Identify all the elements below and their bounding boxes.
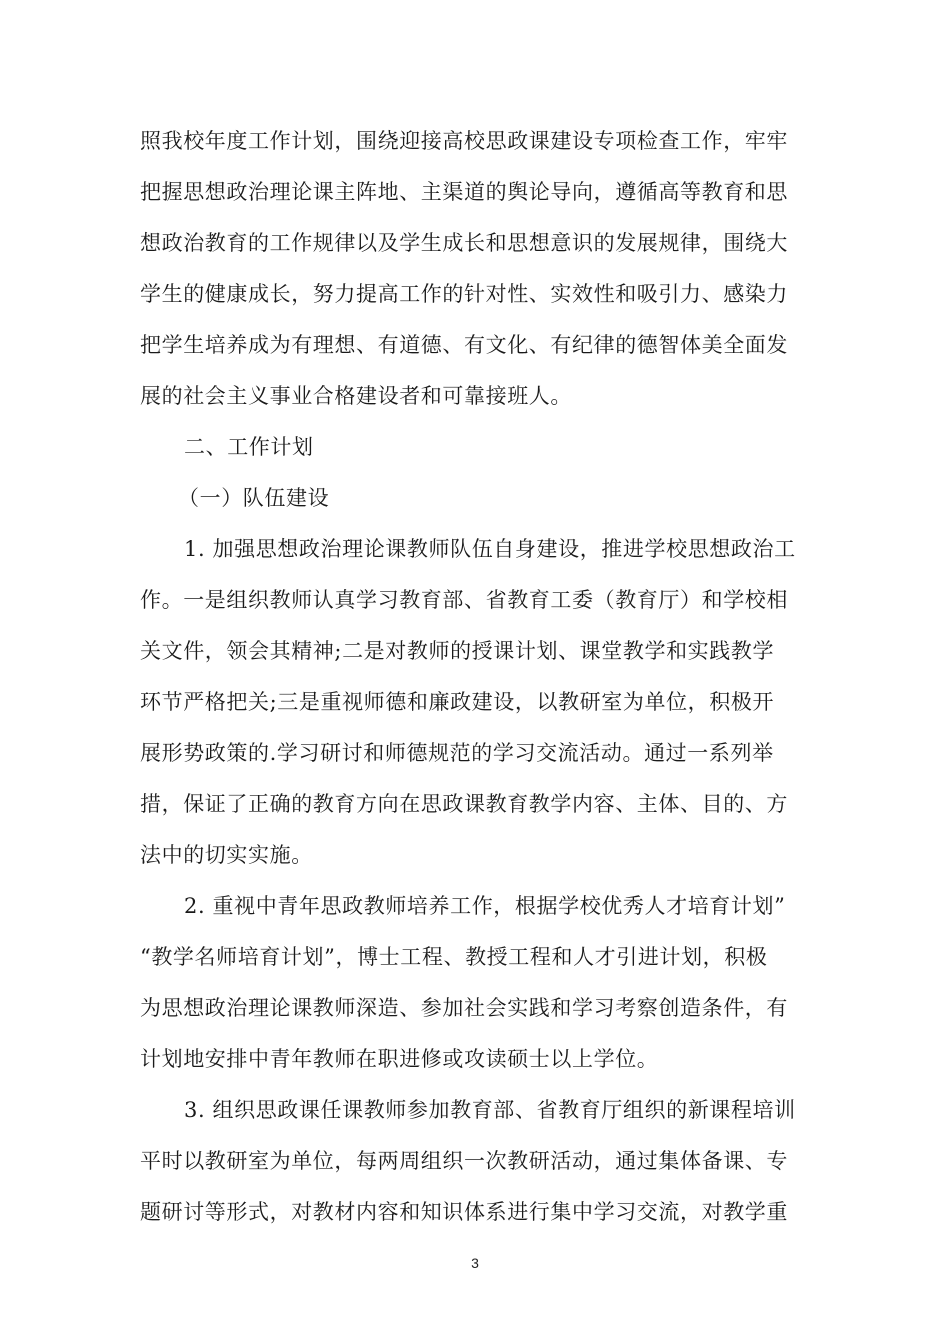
- subsection-heading: （一）队伍建设: [178, 486, 330, 510]
- text-line: 展形势政策的.学习研讨和师德规范的学习交流活动。通过一系列举: [140, 741, 774, 765]
- text-line: 题研讨等形式，对教材内容和知识体系进行集中学习交流，对教学重: [140, 1200, 788, 1224]
- text-line: 展的社会主义事业合格建设者和可靠接班人。: [140, 384, 572, 408]
- section-heading: 二、工作计划: [184, 435, 314, 459]
- page-number: 3: [471, 1255, 479, 1271]
- text-line: 作。一是组织教师认真学习教育部、省教育工委（教育厅）和学校相: [140, 588, 788, 612]
- text-line: 环节严格把关;三是重视师德和廉政建设，以教研室为单位，积极开: [140, 690, 775, 714]
- text-line: 关文件，领会其精神;二是对教师的授课计划、课堂教学和实践教学: [140, 639, 775, 663]
- text-line: 把握思想政治理论课主阵地、主渠道的舆论导向，遵循高等教育和思: [140, 180, 788, 204]
- text-line: 想政治教育的工作规律以及学生成长和思想意识的发展规律，围绕大: [140, 231, 788, 255]
- text-line: 学生的健康成长，努力提高工作的针对性、实效性和吸引力、感染力: [140, 282, 788, 306]
- text-line: 3. 组织思政课任课教师参加教育部、省教育厅组织的新课程培训: [184, 1098, 796, 1122]
- text-line: 照我校年度工作计划，围绕迎接高校思政课建设专项检查工作，牢牢: [140, 129, 788, 153]
- text-line: 法中的切实实施。: [140, 843, 313, 867]
- text-line: 1. 加强思想政治理论课教师队伍自身建设，推进学校思想政治工: [184, 537, 796, 561]
- text-line: 把学生培养成为有理想、有道德、有文化、有纪律的德智体美全面发: [140, 333, 788, 357]
- text-line: 计划地安排中青年教师在职进修或攻读硕士以上学位。: [140, 1047, 659, 1071]
- text-line: “教学名师培育计划”，博士工程、教授工程和人才引进计划，积极: [140, 945, 768, 969]
- text-line: 措，保证了正确的教育方向在思政课教育教学内容、主体、目的、方: [140, 792, 788, 816]
- text-line: 为思想政治理论课教师深造、参加社会实践和学习考察创造条件，有: [140, 996, 788, 1020]
- text-line: 2. 重视中青年思政教师培养工作，根据学校优秀人才培育计划”: [184, 894, 786, 918]
- text-line: 平时以教研室为单位，每两周组织一次教研活动，通过集体备课、专: [140, 1149, 788, 1173]
